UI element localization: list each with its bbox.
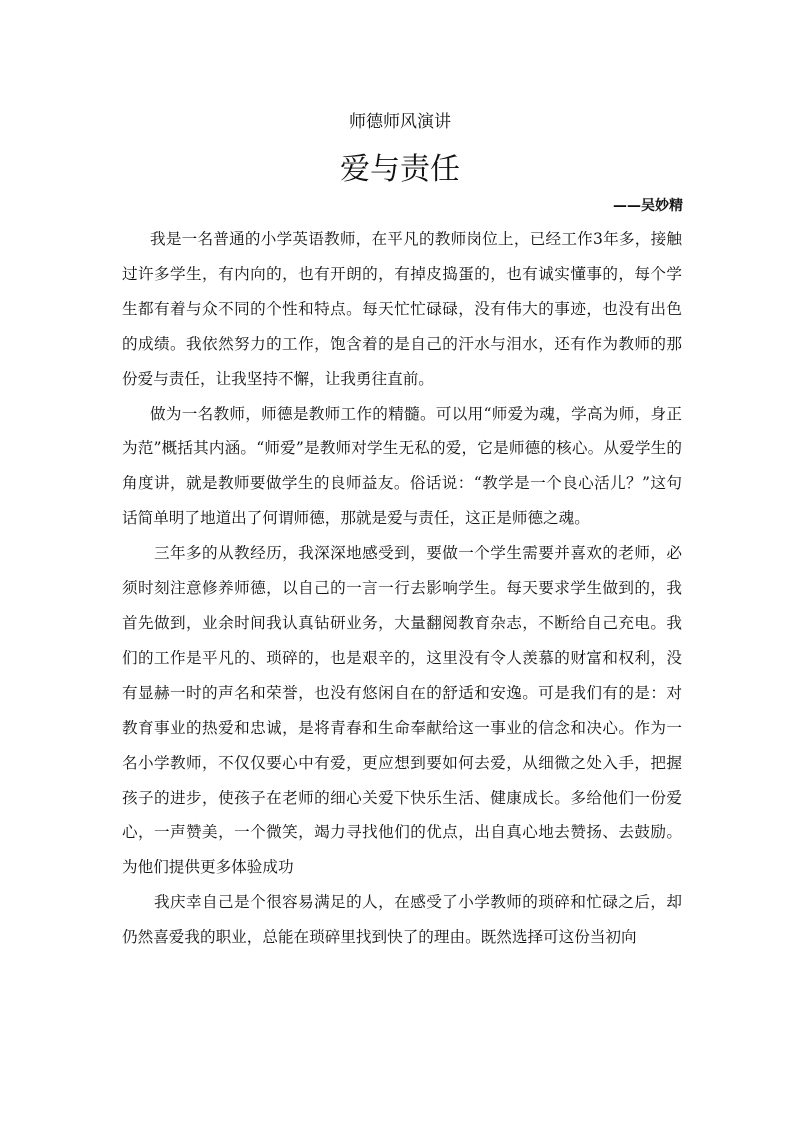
speech-body xyxy=(122,222,682,955)
paragraph-1: 我是一名普通的小学英语教师，在平凡的教师岗位上，已经工作3年多，接触过许多学生，有内向的，也有开朗的，有掉皮捣蛋的，也有诚实懂事的，每个学生都有着与众不同的个性和特点。每天忙忙碌碌，没有伟大的事迹，也没有出色的成绩。我依然努力的工作，饱含着的是自己的汗水与泪水，还有作为教师的那份爱与责任，让我坚持不懈，让我勇往直前。 xyxy=(122,230,682,388)
paragraph-2: 做为一名教师，师德是教师工作的精髓。可以用“师爱为魂，学高为师，身正为范”概括其内涵。“师爱”是教师对学生无私的爱，它是师德的核心。从爱学生的角度讲，就是教师要做学生的良师益友。俗话说：“教学是一个良心活儿？”这句话简单明了地道出了何谓师德，那就是爱与责任，这正是师德之魂。 xyxy=(122,404,682,528)
author-signature: ——吴妙精 xyxy=(613,198,683,214)
speech-title: 爱与责任 xyxy=(340,152,460,187)
speech-subtitle: 师德师风演讲 xyxy=(349,112,451,132)
paragraph-4: 我庆幸自己是个很容易满足的人，在感受了小学教师的琐碎和忙碌之后，却仍然喜爱我的职业，总能在琐碎里找到快了的理由。既然选择可这份当初向 xyxy=(122,893,682,947)
paragraph-3: 三年多的从教经历，我深深地感受到，要做一个学生需要并喜欢的老师，必须时刻注意修养师德，以自己的一言一行去影响学生。每天要求学生做到的，我首先做到，业余时间我认真钻研业务，大量翻阅教育杂志，不断给自己充电。我们的工作是平凡的、琐碎的，也是艰辛的，这里没有令人羡慕的财富和权利，没有显赫一时的声名和荣誉，也没有悠闲自在的舒适和安逸。可是我们有的是：对教育事业的热爱和忠诚，是将青春和生命奉献给这一事业的信念和决心。作为一名小学教师，不仅仅要心中有爱，更应想到要如何去爱，从细微之处入手，把握孩子的进步，使孩子在老师的细心关爱下快乐生活、健康成长。多给他们一份爱心，一声赞美，一个微笑，竭力寻找他们的优点，出自真心地去赞扬、去鼓励。为他们提供更多体验成功 xyxy=(122,544,682,877)
